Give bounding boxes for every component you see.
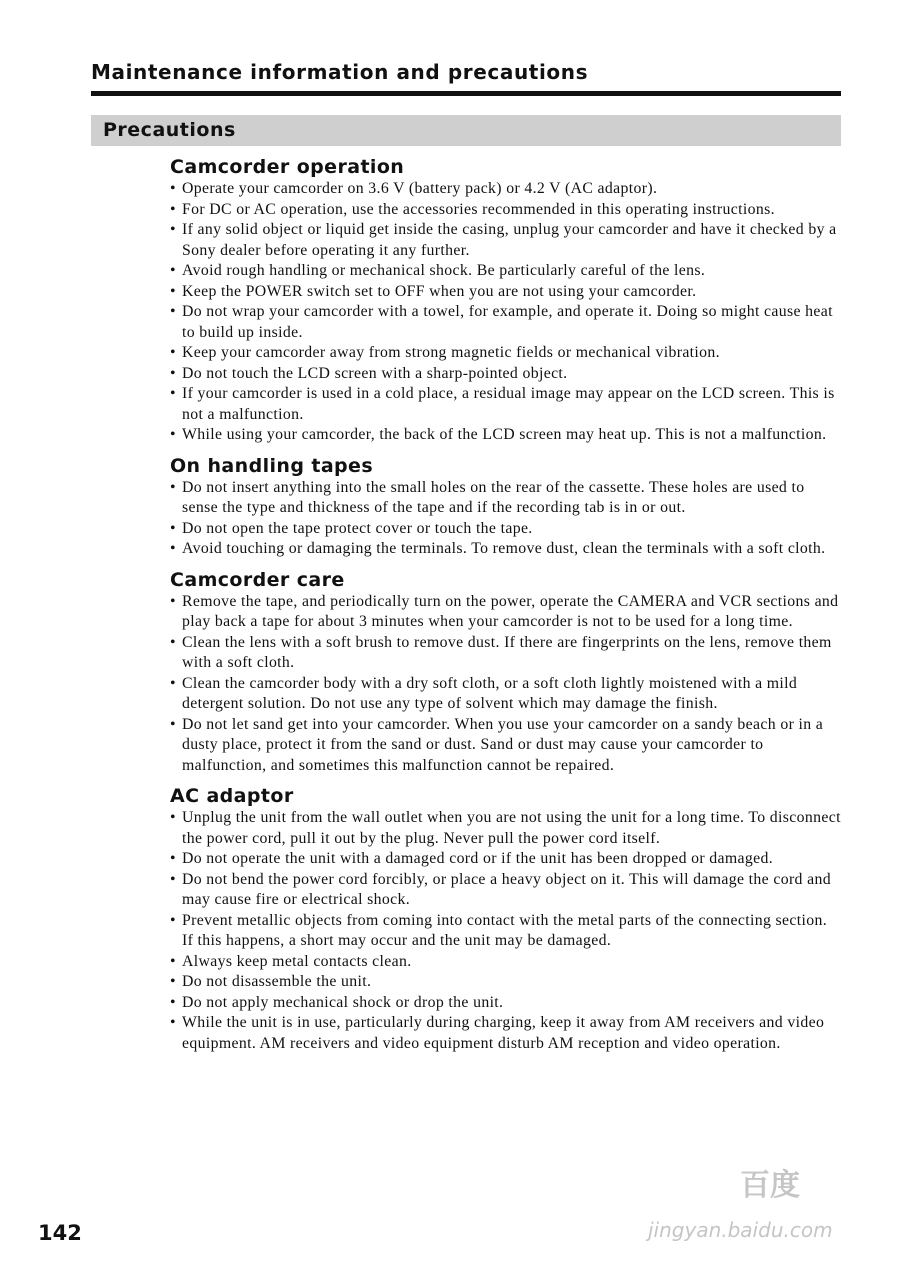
section-title: Precautions <box>103 119 236 141</box>
bullet-item: • Operate your camcorder on 3.6 V (battery pack) or 4.2 V (AC adaptor). <box>170 179 842 200</box>
bullet-item: • Keep the POWER switch set to OFF when you are not using your camcorder. <box>170 282 842 303</box>
subsection-ac-adaptor <box>170 784 842 1054</box>
bullet-item: • Do not wrap your camcorder with a towel, for example, and operate it. Doing so might cause heat to build up inside. <box>170 302 842 343</box>
subsection-camcorder-care <box>170 568 842 777</box>
watermark-url: jingyan.baidu.com <box>648 1218 833 1242</box>
bullet-item: • Do not open the tape protect cover or touch the tape. <box>170 519 842 540</box>
bullet-item: • While using your camcorder, the back of the LCD screen may heat up. This is not a malfunction. <box>170 425 842 446</box>
bullet-item: • If your camcorder is used in a cold place, a residual image may appear on the LCD screen. This is not a malfunction. <box>170 384 842 425</box>
header-rule <box>91 91 841 96</box>
bullet-list <box>170 808 842 1054</box>
page-number: 142 <box>38 1221 82 1245</box>
bullet-item: • If any solid object or liquid get inside the casing, unplug your camcorder and have it checked by a Sony dealer before operating it any further. <box>170 220 842 261</box>
bullet-item: • Avoid touching or damaging the terminals. To remove dust, clean the terminals with a soft cloth. <box>170 539 842 560</box>
section-bar <box>91 115 841 146</box>
subsection-heading: Camcorder care <box>170 568 345 591</box>
bullet-list <box>170 478 842 560</box>
bullet-item: • Clean the camcorder body with a dry soft cloth, or a soft cloth lightly moistened with a mild detergent solution. Do not use any type of solvent which may damage the finish. <box>170 674 842 715</box>
bullet-item: • Clean the lens with a soft brush to remove dust. If there are fingerprints on the lens, remove them with a soft cloth. <box>170 633 842 674</box>
bullet-item: • Do not operate the unit with a damaged cord or if the unit has been dropped or damaged. <box>170 849 842 870</box>
bullet-item: • While the unit is in use, particularly during charging, keep it away from AM receivers and video equipment. AM receivers and video equipment disturb AM reception and video operation. <box>170 1013 842 1054</box>
bullet-item: • Do not let sand get into your camcorder. When you use your camcorder on a sandy beach or in a dusty place, protect it from the sand or dust. Sand or dust may cause your camcorder to malfunction, and sometimes this malfunction cannot be repaired. <box>170 715 842 777</box>
watermark-logo: 百度 <box>740 1168 800 1203</box>
watermark <box>648 1160 848 1250</box>
subsection-heading: On handling tapes <box>170 454 374 477</box>
subsection-heading: Camcorder operation <box>170 156 405 178</box>
subsection-handling-tapes <box>170 454 842 560</box>
bullet-item: • Avoid rough handling or mechanical shock. Be particularly careful of the lens. <box>170 261 842 282</box>
subsection-camcorder-operation <box>170 155 842 446</box>
bullet-item: • Do not apply mechanical shock or drop the unit. <box>170 993 842 1014</box>
page-header-title: Maintenance information and precautions <box>91 60 589 84</box>
bullet-list <box>170 592 842 777</box>
bullet-item: • Do not touch the LCD screen with a sharp-pointed object. <box>170 364 842 385</box>
bullet-item: • Prevent metallic objects from coming into contact with the metal parts of the connecting section. If this happens, a short may occur and the unit may be damaged. <box>170 911 842 952</box>
bullet-item: • Do not insert anything into the small holes on the rear of the cassette. These holes are used to sense the type and thickness of the tape and if the recording tab is in or out. <box>170 478 842 519</box>
bullet-item: • Unplug the unit from the wall outlet when you are not using the unit for a long time. To disconnect the power cord, pull it out by the plug. Never pull the power cord itself. <box>170 808 842 849</box>
subsection-heading: AC adaptor <box>170 785 294 807</box>
bullet-item: • Always keep metal contacts clean. <box>170 952 842 973</box>
bullet-item: • Do not disassemble the unit. <box>170 972 842 993</box>
bullet-list <box>170 179 842 446</box>
bullet-item: • Keep your camcorder away from strong magnetic fields or mechanical vibration. <box>170 343 842 364</box>
bullet-item: • Do not bend the power cord forcibly, or place a heavy object on it. This will damage the cord and may cause fire or electrical shock. <box>170 870 842 911</box>
bullet-item: • For DC or AC operation, use the accessories recommended in this operating instructions. <box>170 200 842 221</box>
bullet-item: • Remove the tape, and periodically turn on the power, operate the CAMERA and VCR sections and play back a tape for about 3 minutes when your camcorder is not to be used for a long time. <box>170 592 842 633</box>
content <box>170 155 842 1062</box>
